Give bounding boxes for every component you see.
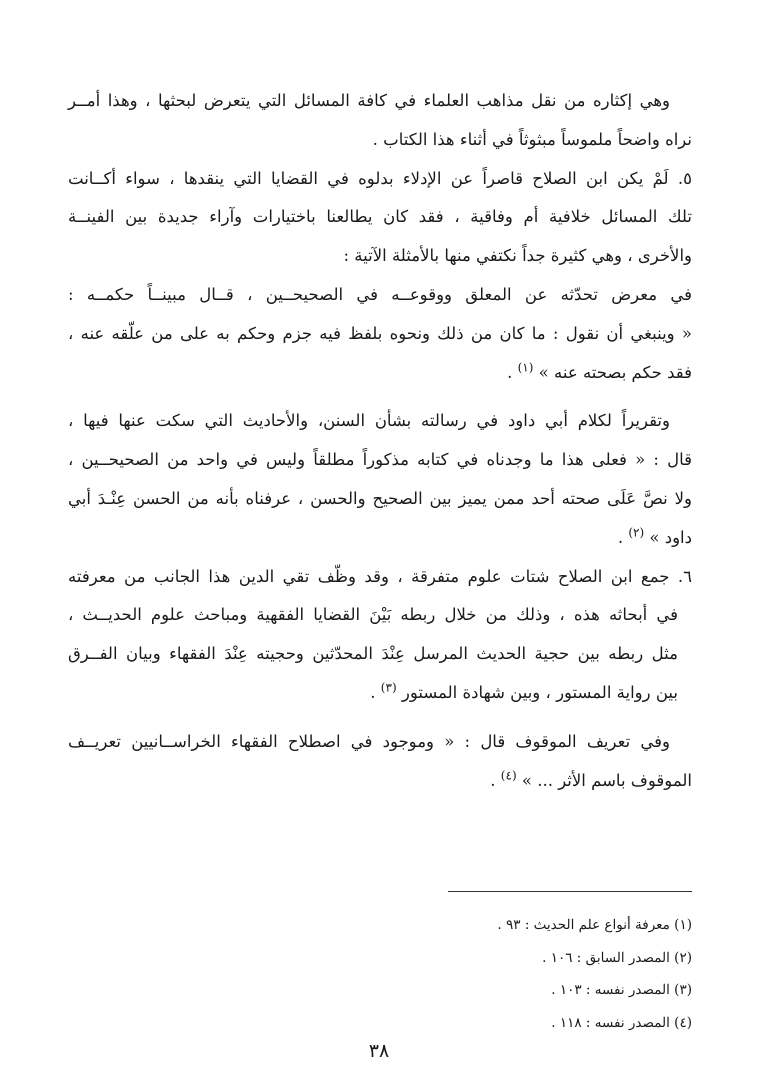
line-ending: . bbox=[617, 527, 629, 547]
text-line bbox=[68, 402, 692, 441]
text-line bbox=[68, 276, 692, 315]
line-text: نراه واضحاً ملموساً مبثوثاً في أثناء هذا الكتاب . bbox=[372, 129, 692, 149]
text-line bbox=[68, 480, 692, 519]
line-text: قال : « فعلى هذا ما وجدناه في كتابه مذكوراً مطلقاً وليس في واحد من الصحيحــين ، bbox=[68, 450, 692, 470]
footnote-3: (٣) المصدر نفسه : ١٠٣ . bbox=[551, 982, 692, 998]
line-ending: . bbox=[507, 362, 518, 382]
footnote-reference[interactable]: (٢) bbox=[628, 525, 645, 540]
footnote-reference[interactable]: (١) bbox=[517, 360, 534, 375]
text-line bbox=[68, 558, 692, 597]
text-line bbox=[68, 354, 692, 393]
text-line bbox=[68, 674, 692, 713]
text-line bbox=[68, 723, 692, 762]
text-line bbox=[68, 237, 692, 276]
line-text: فقد حكم بصحته عنه » bbox=[533, 362, 692, 382]
line-text: وهي إكثاره من نقل مذاهب العلماء في كافة المسائل التي يتعرض لبحثها ، وهذا أمــر bbox=[68, 91, 670, 110]
line-text: ٦. جمع ابن الصلاح شتات علوم متفرقة ، وقد وظّف تقي الدين هذا الجانب من معرفته bbox=[68, 566, 692, 586]
text-line bbox=[68, 762, 692, 801]
page-number: ٣٨ bbox=[368, 1040, 390, 1062]
text-line bbox=[68, 160, 692, 199]
footnote-2: (٢) المصدر السابق : ١٠٦ . bbox=[542, 949, 692, 966]
line-text: داود » bbox=[644, 527, 692, 547]
footnote-1: (١) معرفة أنواع علم الحديث : ٩٣ . bbox=[497, 917, 692, 933]
line-text: مثل ربطه بين حجية الحديث المرسل عِنْدَ المحدّثين وحجيته عِنْدَ الفقهاء وبيان الفــرق bbox=[68, 644, 678, 664]
text-line bbox=[68, 441, 692, 480]
text-line bbox=[68, 198, 692, 237]
line-text: تلك المسائل خلافية أم وفاقية ، فقد كان يطالعنا باختيارات وآراء جديدة بين الفينــة bbox=[68, 207, 692, 227]
footnote-separator bbox=[448, 891, 692, 892]
paragraph-gap bbox=[68, 392, 692, 402]
text-line bbox=[68, 596, 692, 635]
line-text: بين رواية المستور ، وبين شهادة المستور bbox=[396, 682, 678, 702]
text-line bbox=[68, 519, 692, 558]
line-text: وتقريراً لكلام أبي داود في رسالته بشأن السنن، والأحاديث التي سكت عنها فيها ، bbox=[68, 411, 670, 431]
line-text: وفي تعريف الموقوف قال : « وموجود في اصطلاح الفقهاء الخراســانيين تعريــف bbox=[68, 731, 670, 751]
line-text: في معرض تحدّثه عن المعلق ووقوعــه في الصحيحــين ، قــال مبينــاً حكمــه : bbox=[68, 284, 692, 304]
paragraph-gap bbox=[68, 713, 692, 723]
text-line bbox=[68, 82, 692, 121]
footnote-reference[interactable]: (٣) bbox=[380, 680, 397, 695]
line-text: « وينبغي أن نقول : ما كان من ذلك ونحوه بلفظ فيه جزم وحكم به على من علّقه عنه ، bbox=[68, 323, 692, 343]
line-text: ٥. لَمْ يكن ابن الصلاح قاصراً عن الإدلاء بدلوه في القضايا التي ينقدها ، سواء أكــانت bbox=[68, 168, 692, 188]
text-line bbox=[68, 635, 692, 674]
line-text: والأخرى ، وهي كثيرة جداً نكتفي منها بالأمثلة الآتية : bbox=[343, 246, 692, 266]
text-line bbox=[68, 121, 692, 160]
line-text: في أبحاثه هذه ، وذلك من خلال ربطه بَيْنَ القضايا الفقهية ومباحث علوم الحديــث ، bbox=[68, 605, 678, 625]
line-ending: . bbox=[490, 770, 501, 790]
text-line bbox=[68, 315, 692, 354]
line-text: ولا نصَّ عَلَى صحته أحد ممن يميز بين الصحيح والحسن ، عرفناه بأنه من الحسن عِنْـدَ أبي bbox=[68, 488, 692, 508]
footnote-4: (٤) المصدر نفسه : ١١٨ . bbox=[551, 1014, 692, 1031]
footnote-reference[interactable]: (٤) bbox=[500, 768, 517, 783]
line-ending: . bbox=[370, 682, 381, 702]
body-text bbox=[68, 82, 692, 800]
line-text: الموقوف باسم الأثر ... » bbox=[516, 770, 692, 790]
